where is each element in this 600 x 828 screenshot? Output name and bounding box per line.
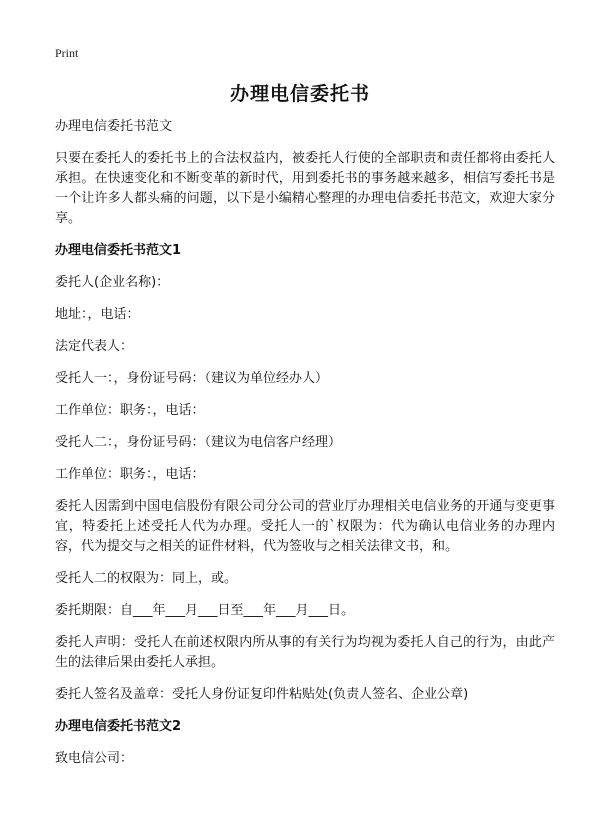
agent1-work-line: 工作单位：职务：，电话： bbox=[55, 403, 205, 418]
agent2-authority-line: 受托人二的权限为：同上，或。 bbox=[55, 571, 238, 586]
signature-line: 委托人签名及盖章：受托人身份证复印件粘贴处(负责人签名、企业公章) bbox=[55, 687, 469, 702]
section-heading-1: 办理电信委托书范文1 bbox=[55, 243, 182, 258]
section-heading-2: 办理电信委托书范文2 bbox=[55, 719, 182, 734]
authorization-paragraph: 委托人因需到中国电信股份有限公司分公司的营业厅办理相关电信业务的开通与变更事宜，特委托上述受托人代为办理。受托人一的`权限为：代为确认电信业务的办理内容，代为提交与之相关的证件材料，代为签收与之相关法律文书，和。 bbox=[55, 499, 555, 554]
principal-name-line: 委托人(企业名称)： bbox=[55, 275, 170, 290]
legal-rep-line: 法定代表人： bbox=[55, 339, 134, 354]
agent1-id-line: 受托人一：，身份证号码：（建议为单位经办人） bbox=[55, 371, 329, 386]
document-title: 办理电信委托书 bbox=[229, 83, 370, 105]
addressee-line: 致电信公司： bbox=[55, 751, 134, 766]
agent2-id-line: 受托人二：，身份证号码：（建议为电信客户经理） bbox=[55, 435, 342, 450]
address-phone-line: 地址：，电话： bbox=[55, 307, 140, 322]
term-line: 委托期限：自___年___月___日至___年___月___日。 bbox=[55, 603, 355, 618]
agent2-work-line: 工作单位：职务：，电话： bbox=[55, 467, 205, 482]
document-body bbox=[55, 117, 555, 781]
print-link[interactable]: Print bbox=[55, 46, 79, 60]
intro-paragraph: 只要在委托人的委托书上的合法权益内，被委托人行使的全部职责和责任都将由委托人承担。在快速变化和不断变革的新时代，用到委托书的事务越来越多，相信写委托书是一个让许多人都头痛的问题，以下是小编精心整理的办理电信委托书范文，欢迎大家分享。 bbox=[55, 151, 555, 226]
declaration-paragraph: 委托人声明：受托人在前述权限内所从事的有关行为均视为委托人自己的行为，由此产生的法律后果由委托人承担。 bbox=[55, 635, 555, 670]
document-subtitle: 办理电信委托书范文 bbox=[55, 119, 173, 134]
